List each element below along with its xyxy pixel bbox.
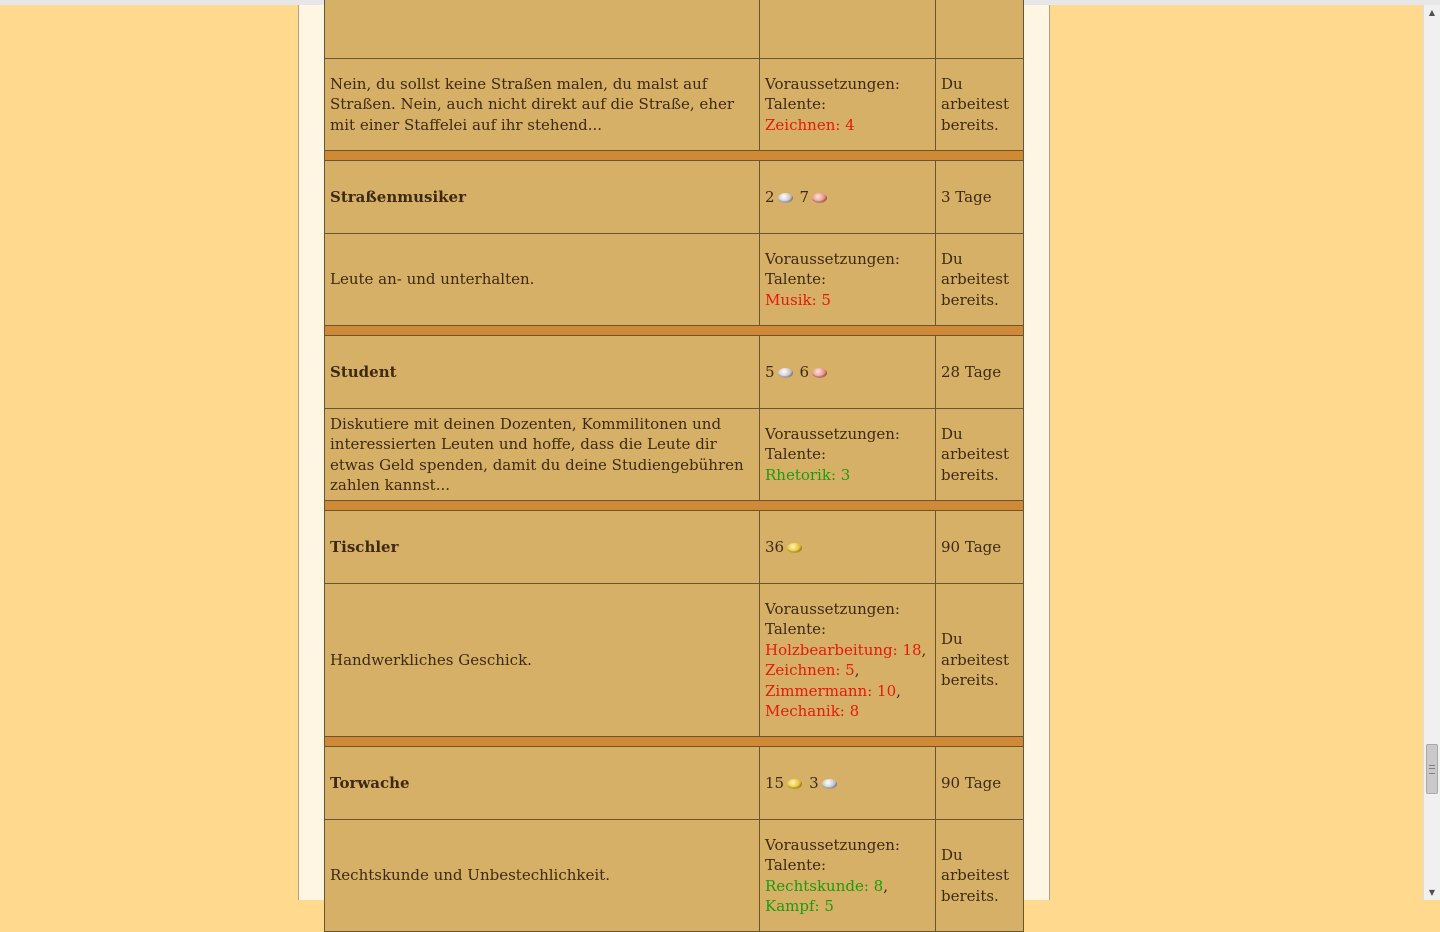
gold-coin-icon	[787, 543, 802, 553]
talent-requirement	[765, 465, 930, 486]
job-description: Diskutiere mit deinen Dozenten, Kommilitonen und interessierten Leuten und hoffe, dass die Leute dir etwas Geld spenden, damit du deine Studiengebühren zahlen kannst...	[330, 414, 744, 494]
talents-label: Talente:	[765, 856, 827, 874]
job-detail-row	[325, 584, 1024, 737]
scroll-down-arrow-icon[interactable]: ▼	[1428, 888, 1436, 897]
talent-requirement	[765, 115, 930, 136]
job-description: Leute an- und unterhalten.	[330, 270, 535, 289]
wage-amount: 15	[765, 773, 785, 792]
job-header-row	[325, 161, 1024, 234]
job-status: Du arbeitest bereits.	[941, 845, 1010, 905]
gold-coin-icon	[787, 779, 802, 789]
job-duration-cell	[936, 336, 1024, 409]
separator-cell	[325, 501, 1024, 511]
requirements-label: Voraussetzungen:	[765, 835, 900, 854]
silver-coin-icon	[778, 193, 793, 203]
job-detail-row	[325, 234, 1024, 326]
job-wage-cell	[760, 0, 936, 59]
talent-met: Kampf: 5	[765, 897, 834, 915]
talent-unmet: Mechanik: 8	[765, 702, 860, 720]
job-name: Straßenmusiker	[330, 187, 466, 206]
separator-cell	[325, 326, 1024, 336]
separator-cell	[325, 151, 1024, 161]
wage-amount: 36	[765, 537, 785, 556]
job-header-row	[325, 336, 1024, 409]
requirements-label: Voraussetzungen:	[765, 424, 900, 443]
talent-requirement: Zimmermann: 10,	[765, 681, 901, 700]
scrollbar-thumb[interactable]	[1426, 744, 1438, 794]
grip-icon	[1429, 765, 1435, 774]
content-page	[298, 5, 1050, 915]
silver-coin-icon	[822, 779, 837, 789]
job-name-cell	[325, 161, 760, 234]
talent-requirement: Holzbearbeitung: 18,	[765, 640, 927, 659]
wage-amount: 3	[809, 773, 819, 792]
job-duration: 3 Tage	[941, 187, 992, 206]
job-description-cell	[325, 820, 760, 932]
wage-amount: 2	[765, 187, 775, 206]
job-separator	[325, 326, 1024, 336]
job-name: Student	[330, 362, 397, 381]
job-duration: 90 Tage	[941, 537, 1002, 556]
job-header-row	[325, 747, 1024, 820]
copper-coin-icon	[812, 368, 827, 378]
talent-met: Rechtskunde: 8	[765, 876, 884, 895]
requirements-label: Voraussetzungen:	[765, 74, 900, 93]
job-header-row	[325, 0, 1024, 59]
job-wage-cell	[760, 747, 936, 820]
job-name: Torwache	[330, 773, 410, 792]
job-duration-cell	[936, 747, 1024, 820]
talents-label: Talente:	[765, 95, 827, 114]
job-status-cell	[936, 820, 1024, 932]
talent-met: Rhetorik: 3	[765, 465, 851, 484]
job-duration-cell	[936, 161, 1024, 234]
job-status: Du arbeitest bereits.	[941, 424, 1010, 484]
job-status-cell	[936, 584, 1024, 737]
talents-label: Talente:	[765, 620, 827, 638]
job-status-cell	[936, 234, 1024, 326]
job-name: Tischler	[330, 537, 399, 556]
copper-coin-icon	[812, 193, 827, 203]
job-wage-cell	[760, 161, 936, 234]
job-description: Nein, du sollst keine Straßen malen, du malst auf Straßen. Nein, auch nicht direkt auf die Straße, eher mit einer Staffelei auf ihr stehend...	[330, 74, 734, 134]
job-status: Du arbeitest bereits.	[941, 74, 1010, 134]
job-duration: 90 Tage	[941, 773, 1002, 792]
job-duration: 28 Tage	[941, 362, 1002, 381]
job-wage-cell	[760, 336, 936, 409]
silver-coin-icon	[778, 368, 793, 378]
wage-amount: 5	[765, 362, 775, 381]
talents-label: Talente:	[765, 445, 827, 464]
job-requirements-cell	[760, 234, 936, 326]
job-requirements-cell	[760, 59, 936, 151]
talent-requirement	[765, 701, 930, 722]
separator-cell	[325, 737, 1024, 747]
talents-label: Talente:	[765, 270, 827, 289]
job-status-cell	[936, 409, 1024, 501]
job-status: Du arbeitest bereits.	[941, 249, 1010, 309]
talent-unmet: Zeichnen: 4	[765, 115, 855, 134]
talent-unmet: Musik: 5	[765, 290, 831, 309]
job-separator	[325, 501, 1024, 511]
job-requirements-cell	[760, 409, 936, 501]
job-separator	[325, 151, 1024, 161]
talent-requirement: Zeichnen: 5,	[765, 661, 860, 679]
job-description: Rechtskunde und Unbestechlichkeit.	[330, 866, 610, 885]
vertical-scrollbar[interactable]	[1423, 5, 1440, 900]
job-requirements-cell	[760, 820, 936, 932]
talent-requirement	[765, 896, 930, 917]
job-duration-cell	[936, 0, 1024, 59]
wage-amount: 6	[799, 362, 810, 381]
job-name-cell	[325, 0, 760, 59]
requirements-label: Voraussetzungen:	[765, 599, 900, 618]
job-wage-cell	[760, 511, 936, 584]
job-name-cell	[325, 747, 760, 820]
job-detail-row	[325, 409, 1024, 501]
job-header-row	[325, 511, 1024, 584]
talent-unmet: Zimmermann: 10	[765, 681, 897, 700]
requirements-label: Voraussetzungen:	[765, 249, 900, 268]
job-detail-row	[325, 59, 1024, 151]
job-duration-cell	[936, 511, 1024, 584]
job-requirements-cell	[760, 584, 936, 737]
talent-unmet: Holzbearbeitung: 18	[765, 640, 922, 659]
scroll-up-arrow-icon[interactable]: ▲	[1428, 8, 1436, 17]
job-description-cell	[325, 584, 760, 737]
talent-unmet: Zeichnen: 5	[765, 661, 855, 679]
job-status-cell	[936, 59, 1024, 151]
job-status: Du arbeitest bereits.	[941, 630, 1010, 690]
job-name-cell	[325, 511, 760, 584]
job-table	[324, 0, 1024, 932]
job-name-cell	[325, 336, 760, 409]
job-description-cell	[325, 234, 760, 326]
job-separator	[325, 737, 1024, 747]
job-description-cell	[325, 59, 760, 151]
talent-requirement: Rechtskunde: 8,	[765, 876, 888, 895]
job-detail-row	[325, 820, 1024, 932]
job-description-cell	[325, 409, 760, 501]
job-description: Handwerkliches Geschick.	[330, 650, 532, 669]
wage-amount: 7	[799, 187, 810, 206]
talent-requirement	[765, 290, 930, 311]
